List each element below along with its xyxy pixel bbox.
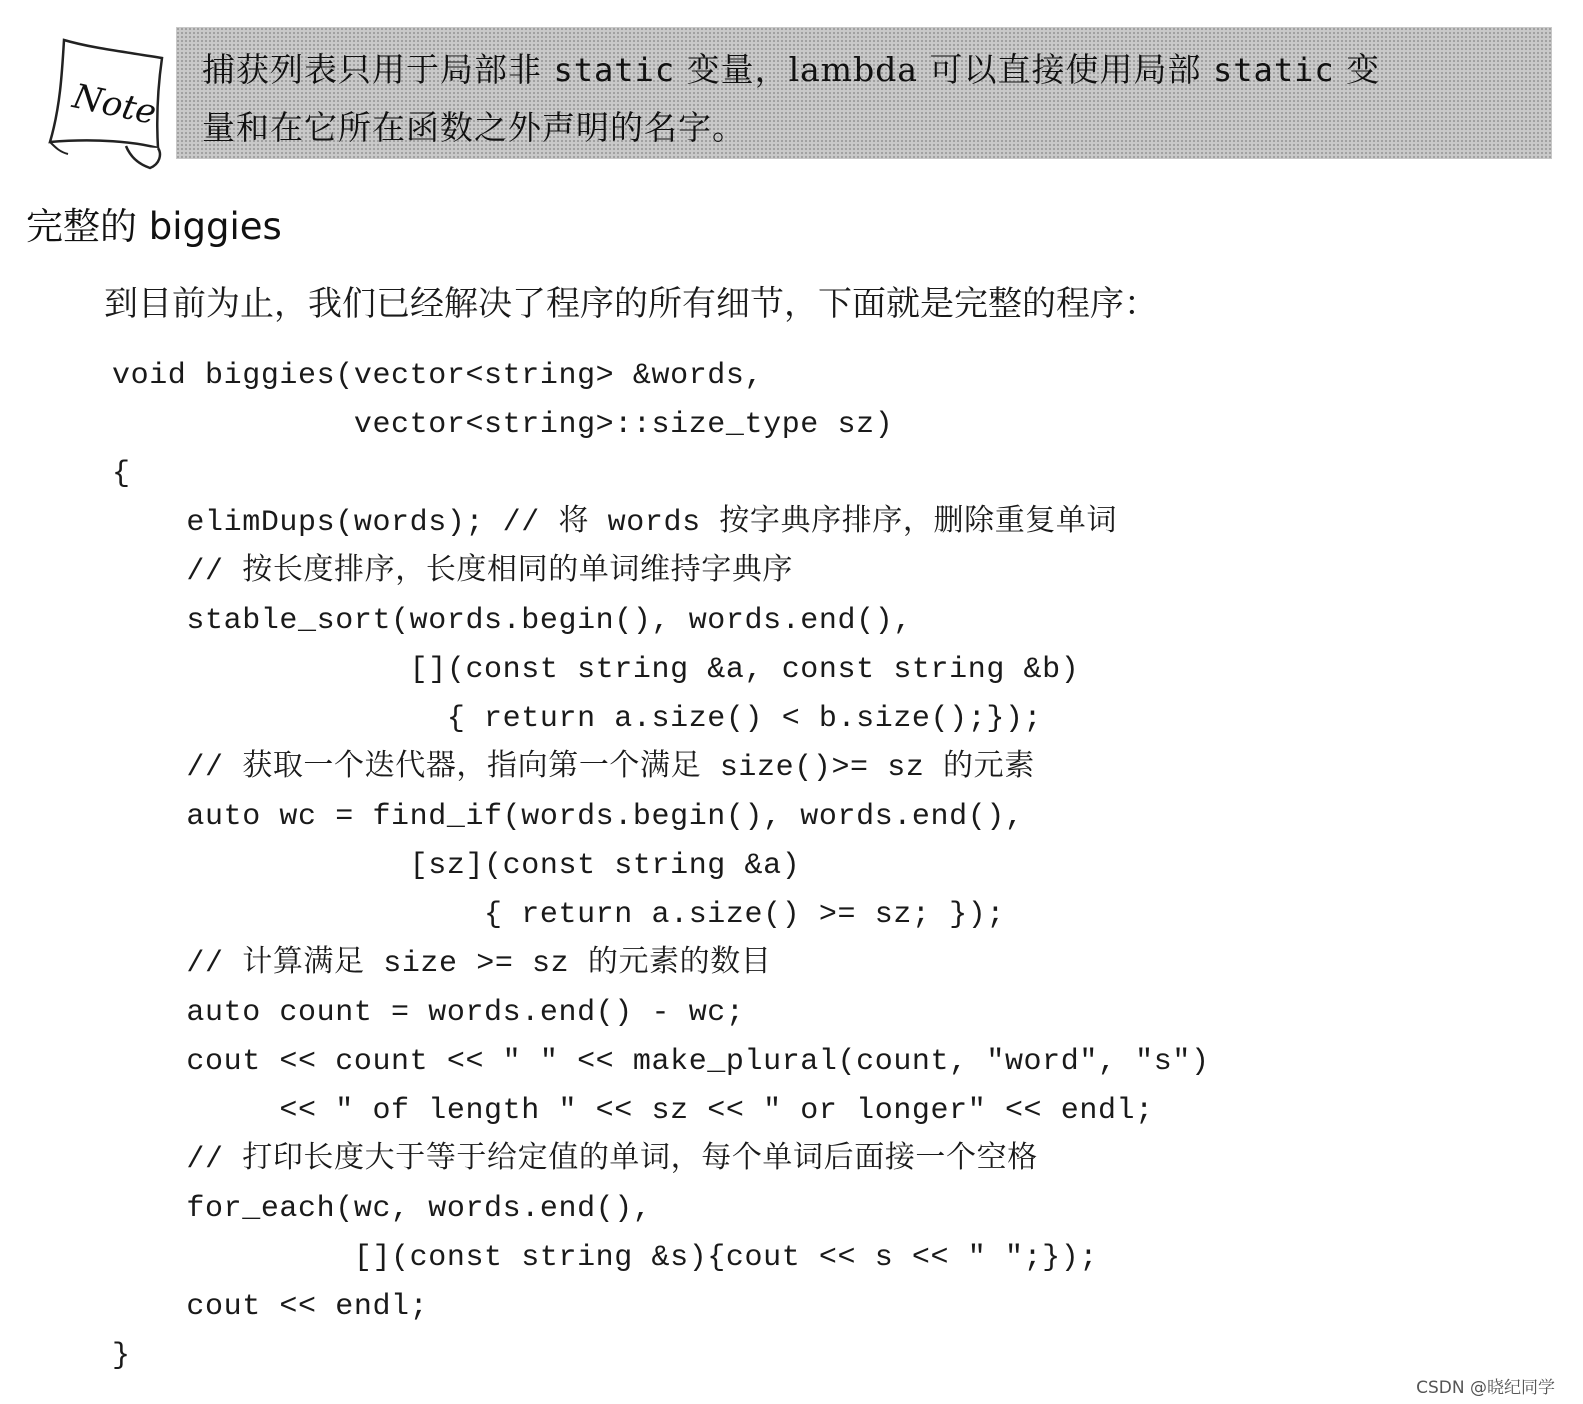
code-line: } [112, 1339, 131, 1373]
note-line1-mid: 变量，lambda 可以直接使用局部 [675, 50, 1214, 89]
code-line: stable_sort(words.begin(), words.end(), [112, 604, 912, 638]
code-line: vector<string>::size_type sz) [112, 408, 894, 442]
code-line: [](const string &s){cout << s << " ";}); [112, 1241, 1098, 1275]
note-line1-pre: 捕获列表只用于局部非 [202, 50, 554, 89]
code-line: void biggies(vector<string> &words, [112, 359, 764, 393]
note-keyword-static-1: static [553, 51, 676, 89]
code-line: cout << count << " " << make_plural(count, "word", "s") [112, 1045, 1210, 1079]
code-line: { return a.size() < b.size();}); [112, 702, 1043, 736]
code-line: // 获取一个迭代器，指向第一个满足 size()>= sz 的元素 [112, 751, 1035, 785]
code-line: << " of length " << sz << " or longer" << endl; [112, 1094, 1154, 1128]
note-line-1 [202, 41, 1526, 99]
note-icon-label: Note [69, 76, 160, 134]
note-line1-post: 变 [1334, 50, 1381, 89]
code-line: [sz](const string &a) [112, 849, 801, 883]
code-line: { [112, 457, 131, 491]
note-box [176, 27, 1552, 159]
code-line: auto count = words.end() - wc; [112, 996, 745, 1030]
note-line-2: 量和在它所在函数之外声明的名字。 [202, 108, 746, 147]
intro-paragraph: 到目前为止，我们已经解决了程序的所有细节，下面就是完整的程序： [104, 284, 1158, 324]
code-line: // 计算满足 size >= sz 的元素的数目 [112, 947, 772, 981]
code-line: // 按长度排序，长度相同的单词维持字典序 [112, 555, 794, 589]
section-title: 完整的 biggies [26, 205, 282, 248]
code-line: for_each(wc, words.end(), [112, 1192, 652, 1226]
code-line: [](const string &a, const string &b) [112, 653, 1080, 687]
note-icon [46, 36, 172, 172]
watermark: CSDN @晓纪同学 [1416, 1378, 1555, 1398]
code-line: elimDups(words); // 将 words 按字典序排序，删除重复单词 [112, 506, 1118, 540]
code-listing [112, 352, 1210, 1381]
note-keyword-static-2: static [1213, 51, 1335, 89]
code-line: // 打印长度大于等于给定值的单词，每个单词后面接一个空格 [112, 1143, 1038, 1177]
code-line: { return a.size() >= sz; }); [112, 898, 1005, 932]
code-line: cout << endl; [112, 1290, 429, 1324]
code-line: auto wc = find_if(words.begin(), words.end(), [112, 800, 1024, 834]
